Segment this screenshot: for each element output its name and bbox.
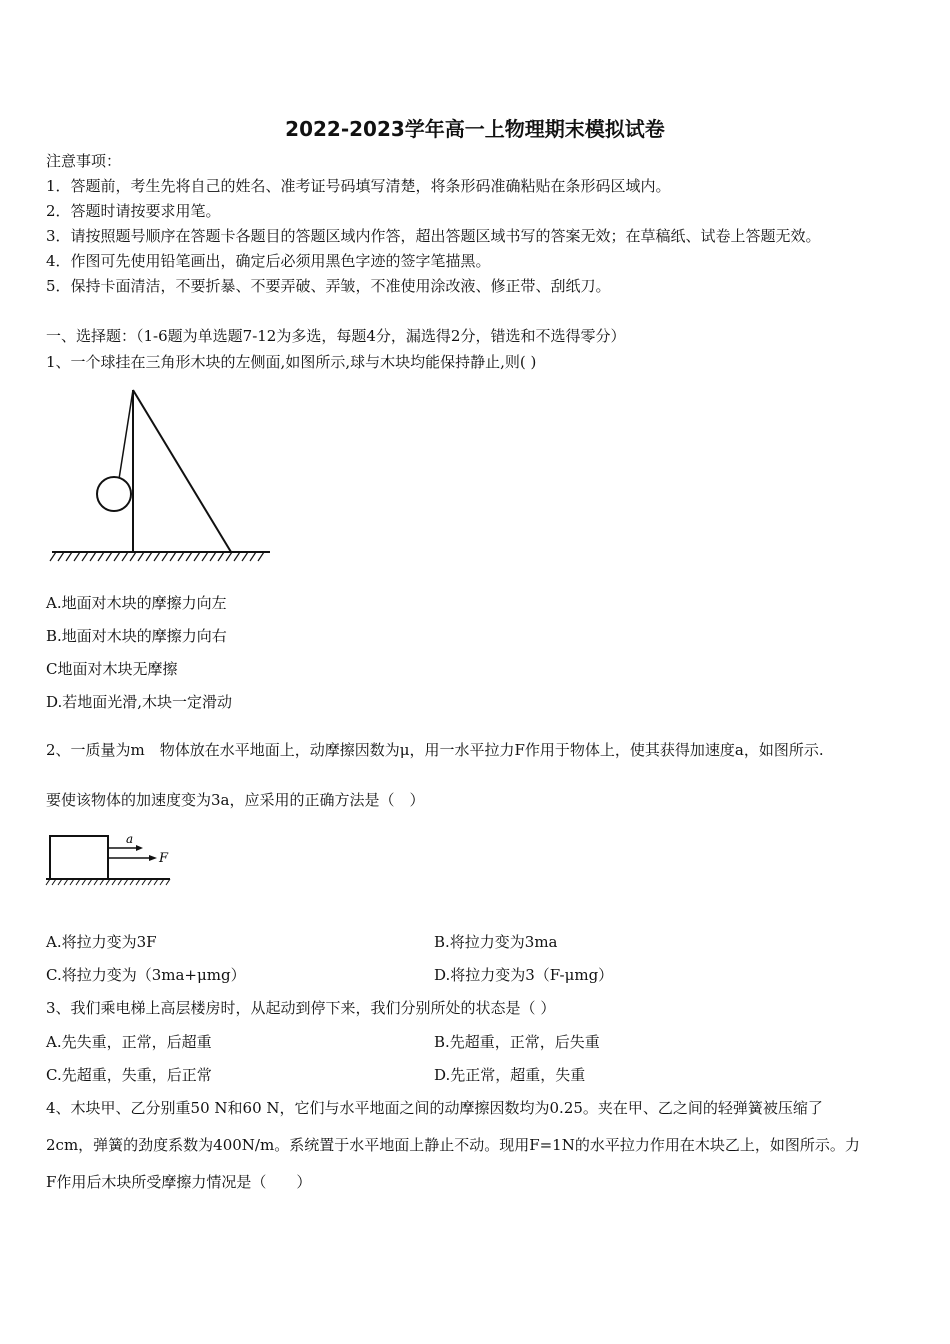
acceleration-label: a bbox=[126, 832, 134, 846]
q4-stem-line1: 4、木块甲、乙分别重50 N和60 N，它们与水平地面之间的动摩擦因数均为0.25。夹在甲、乙之间的轻弹簧被压缩了 bbox=[46, 1099, 823, 1117]
q4-stem-line2: 2cm，弹簧的劲度系数为400N/m。系统置于水平地面上静止不动。现用F=1N的水平拉力作用在木块乙上，如图所示。力 bbox=[46, 1136, 860, 1154]
q2-option-c: C.将拉力变为（3ma+μmg） bbox=[46, 966, 246, 984]
q3-option-b: B.先超重，正常，后失重 bbox=[434, 1033, 600, 1051]
q1-figure-ball-wedge bbox=[48, 385, 273, 570]
q4-stem-line3: F作用后木块所受摩擦力情况是（ ） bbox=[46, 1173, 312, 1191]
q2-stem-line1: 2、一质量为m 物体放在水平地面上，动摩擦因数为μ，用一水平拉力F作用于物体上，使其获得加速度a，如图所示. bbox=[46, 741, 824, 759]
q3-stem: 3、我们乘电梯上高层楼房时，从起动到停下来，我们分别所处的状态是（ ） bbox=[46, 999, 556, 1017]
q3-option-a: A.先失重，正常，后超重 bbox=[46, 1033, 212, 1051]
q1-option-d: D.若地面光滑,木块一定滑动 bbox=[46, 693, 233, 711]
q2-option-a: A.将拉力变为3F bbox=[46, 933, 157, 951]
notice-item-1: 1．答题前，考生先将自己的姓名、准考证号码填写清楚，将条形码准确粘贴在条形码区域内。 bbox=[46, 177, 671, 195]
notice-heading: 注意事项： bbox=[46, 152, 122, 170]
q2-option-b: B.将拉力变为3ma bbox=[434, 933, 558, 951]
page-title: 2022-2023学年高一上物理期末模拟试卷 bbox=[285, 117, 665, 141]
section-heading: 一、选择题：（1-6题为单选题7-12为多选，每题4分，漏选得2分，错选和不选得零分） bbox=[46, 327, 626, 345]
q1-option-b: B.地面对木块的摩擦力向右 bbox=[46, 627, 227, 645]
q2-figure-block bbox=[44, 828, 174, 892]
q3-option-d: D.先正常，超重，失重 bbox=[434, 1066, 586, 1084]
notice-item-2: 2．答题时请按要求用笔。 bbox=[46, 202, 221, 220]
notice-item-5: 5．保持卡面清洁，不要折暴、不要弄破、弄皱，不准使用涂改液、修正带、刮纸刀。 bbox=[46, 277, 611, 295]
q2-stem-line2: 要使该物体的加速度变为3a，应采用的正确方法是（ ） bbox=[46, 791, 425, 809]
notice-item-4: 4．作图可先使用铅笔画出，确定后必须用黑色字迹的签字笔描黑。 bbox=[46, 252, 491, 270]
q3-option-c: C.先超重，失重，后正常 bbox=[46, 1066, 212, 1084]
q1-option-a: A.地面对木块的摩擦力向左 bbox=[46, 594, 227, 612]
q2-option-d: D.将拉力变为3（F-μmg） bbox=[434, 966, 614, 984]
q1-stem: 1、一个球挂在三角形木块的左侧面,如图所示,球与木块均能保持静止,则( ) bbox=[46, 353, 537, 371]
notice-item-3: 3．请按照题号顺序在答题卡各题目的答题区域内作答，超出答题区域书写的答案无效；在草稿纸、试卷上答题无效。 bbox=[46, 227, 821, 245]
force-label: F bbox=[159, 851, 169, 866]
q1-option-c: C地面对木块无摩擦 bbox=[46, 660, 178, 678]
